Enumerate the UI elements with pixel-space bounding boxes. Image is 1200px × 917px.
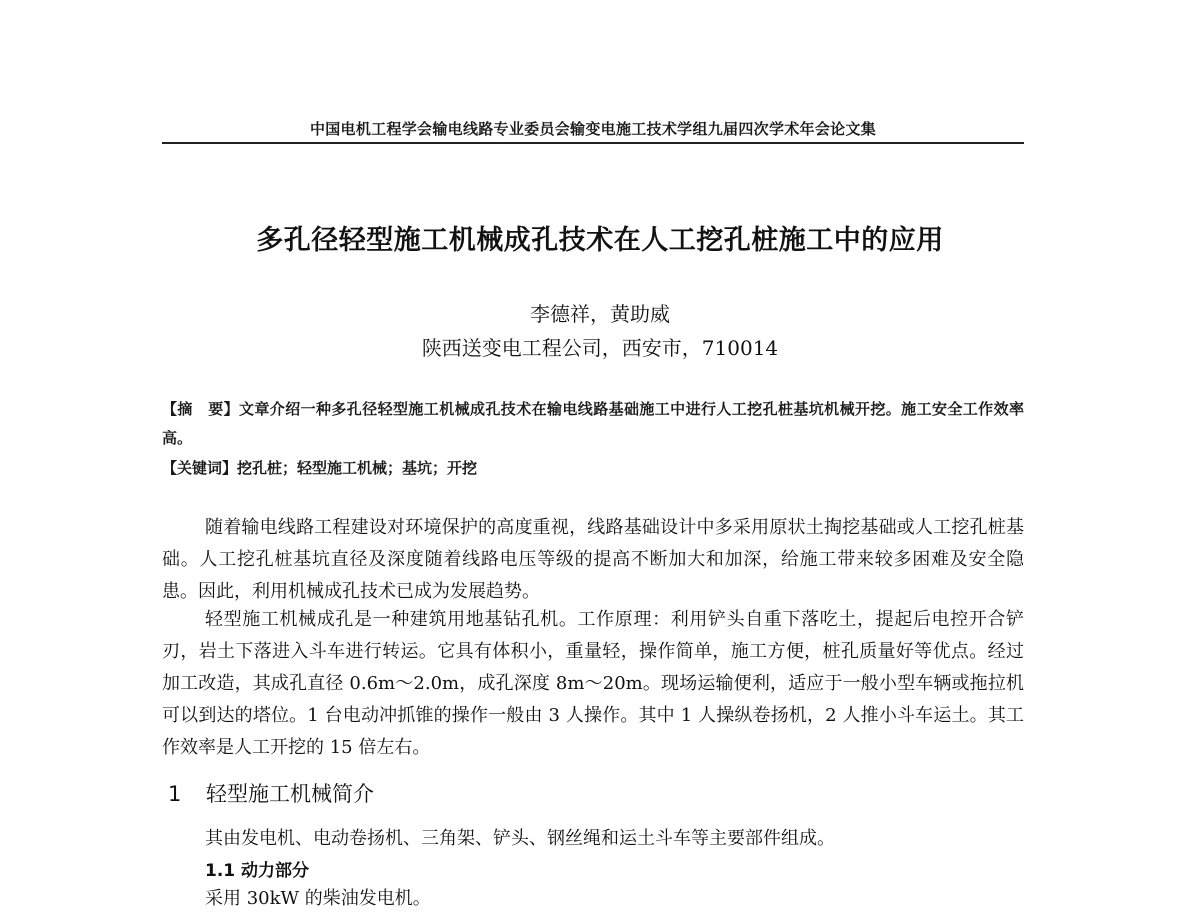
- section-intro: 其由发电机、电动卷扬机、三角架、铲头、钢丝绳和运土斗车等主要部件组成。: [205, 828, 835, 849]
- abstract-label: 【摘 要】: [162, 400, 239, 418]
- keywords-label: 【关键词】: [162, 459, 238, 477]
- running-header: 中国电机工程学会输电线路专业委员会输变电施工技术学组九届四次学术年会论文集: [309, 120, 877, 138]
- abstract: [162, 395, 1024, 453]
- paper-title: 多孔径轻型施工机械成孔技术在人工挖孔桩施工中的应用: [256, 225, 944, 256]
- header-rule: [162, 142, 1024, 144]
- body-paragraph: 随着输电线路工程建设对环境保护的高度重视，线路基础设计中多采用原状土掏挖基础或人工挖孔桩基础。人工挖孔桩基坑直径及深度随着线路电压等级的提高不断加大和加深，给施工带来较多困难及安全隐患。因此，利用机械成孔技术已成为发展趋势。: [162, 517, 1024, 602]
- keywords: [162, 455, 1024, 481]
- section-title: 轻型施工机械简介: [206, 782, 374, 806]
- body-paragraph: 轻型施工机械成孔是一种建筑用地基钻孔机。工作原理：利用铲头自重下落吃土，提起后电控开合铲刃，岩土下落进入斗车进行转运。它具有体积小，重量轻，操作简单，施工方便，桩孔质量好等优点。经过加工改造，其成孔直径 0.6m～2.0m，成孔深度 8m～20m。现场运输便利，适应于一般小型车辆或拖拉机可以到达的塔位。1 台电动冲抓锥的操作一般由 3 人操作。其中 1 人操纵卷扬机，2 人推小斗车运土。其工作效率是人工开挖的 15 倍左右。: [162, 609, 1024, 758]
- keywords-text: 挖孔桩；轻型施工机械；基坑；开挖: [237, 459, 478, 477]
- abstract-text: 文章介绍一种多孔径轻型施工机械成孔技术在输电线路基础施工中进行人工挖孔桩基坑机械开挖。施工安全工作效率高。: [162, 400, 1024, 447]
- affiliation: 陕西送变电工程公司，西安市，710014: [421, 336, 779, 360]
- section-heading: [168, 778, 374, 808]
- section-number: 1: [168, 782, 182, 806]
- subsection-heading: 1.1 动力部分: [205, 861, 310, 881]
- authors: 李德祥，黄助威: [530, 302, 670, 326]
- subsection-text: 采用 30kW 的柴油发电机。: [205, 888, 431, 909]
